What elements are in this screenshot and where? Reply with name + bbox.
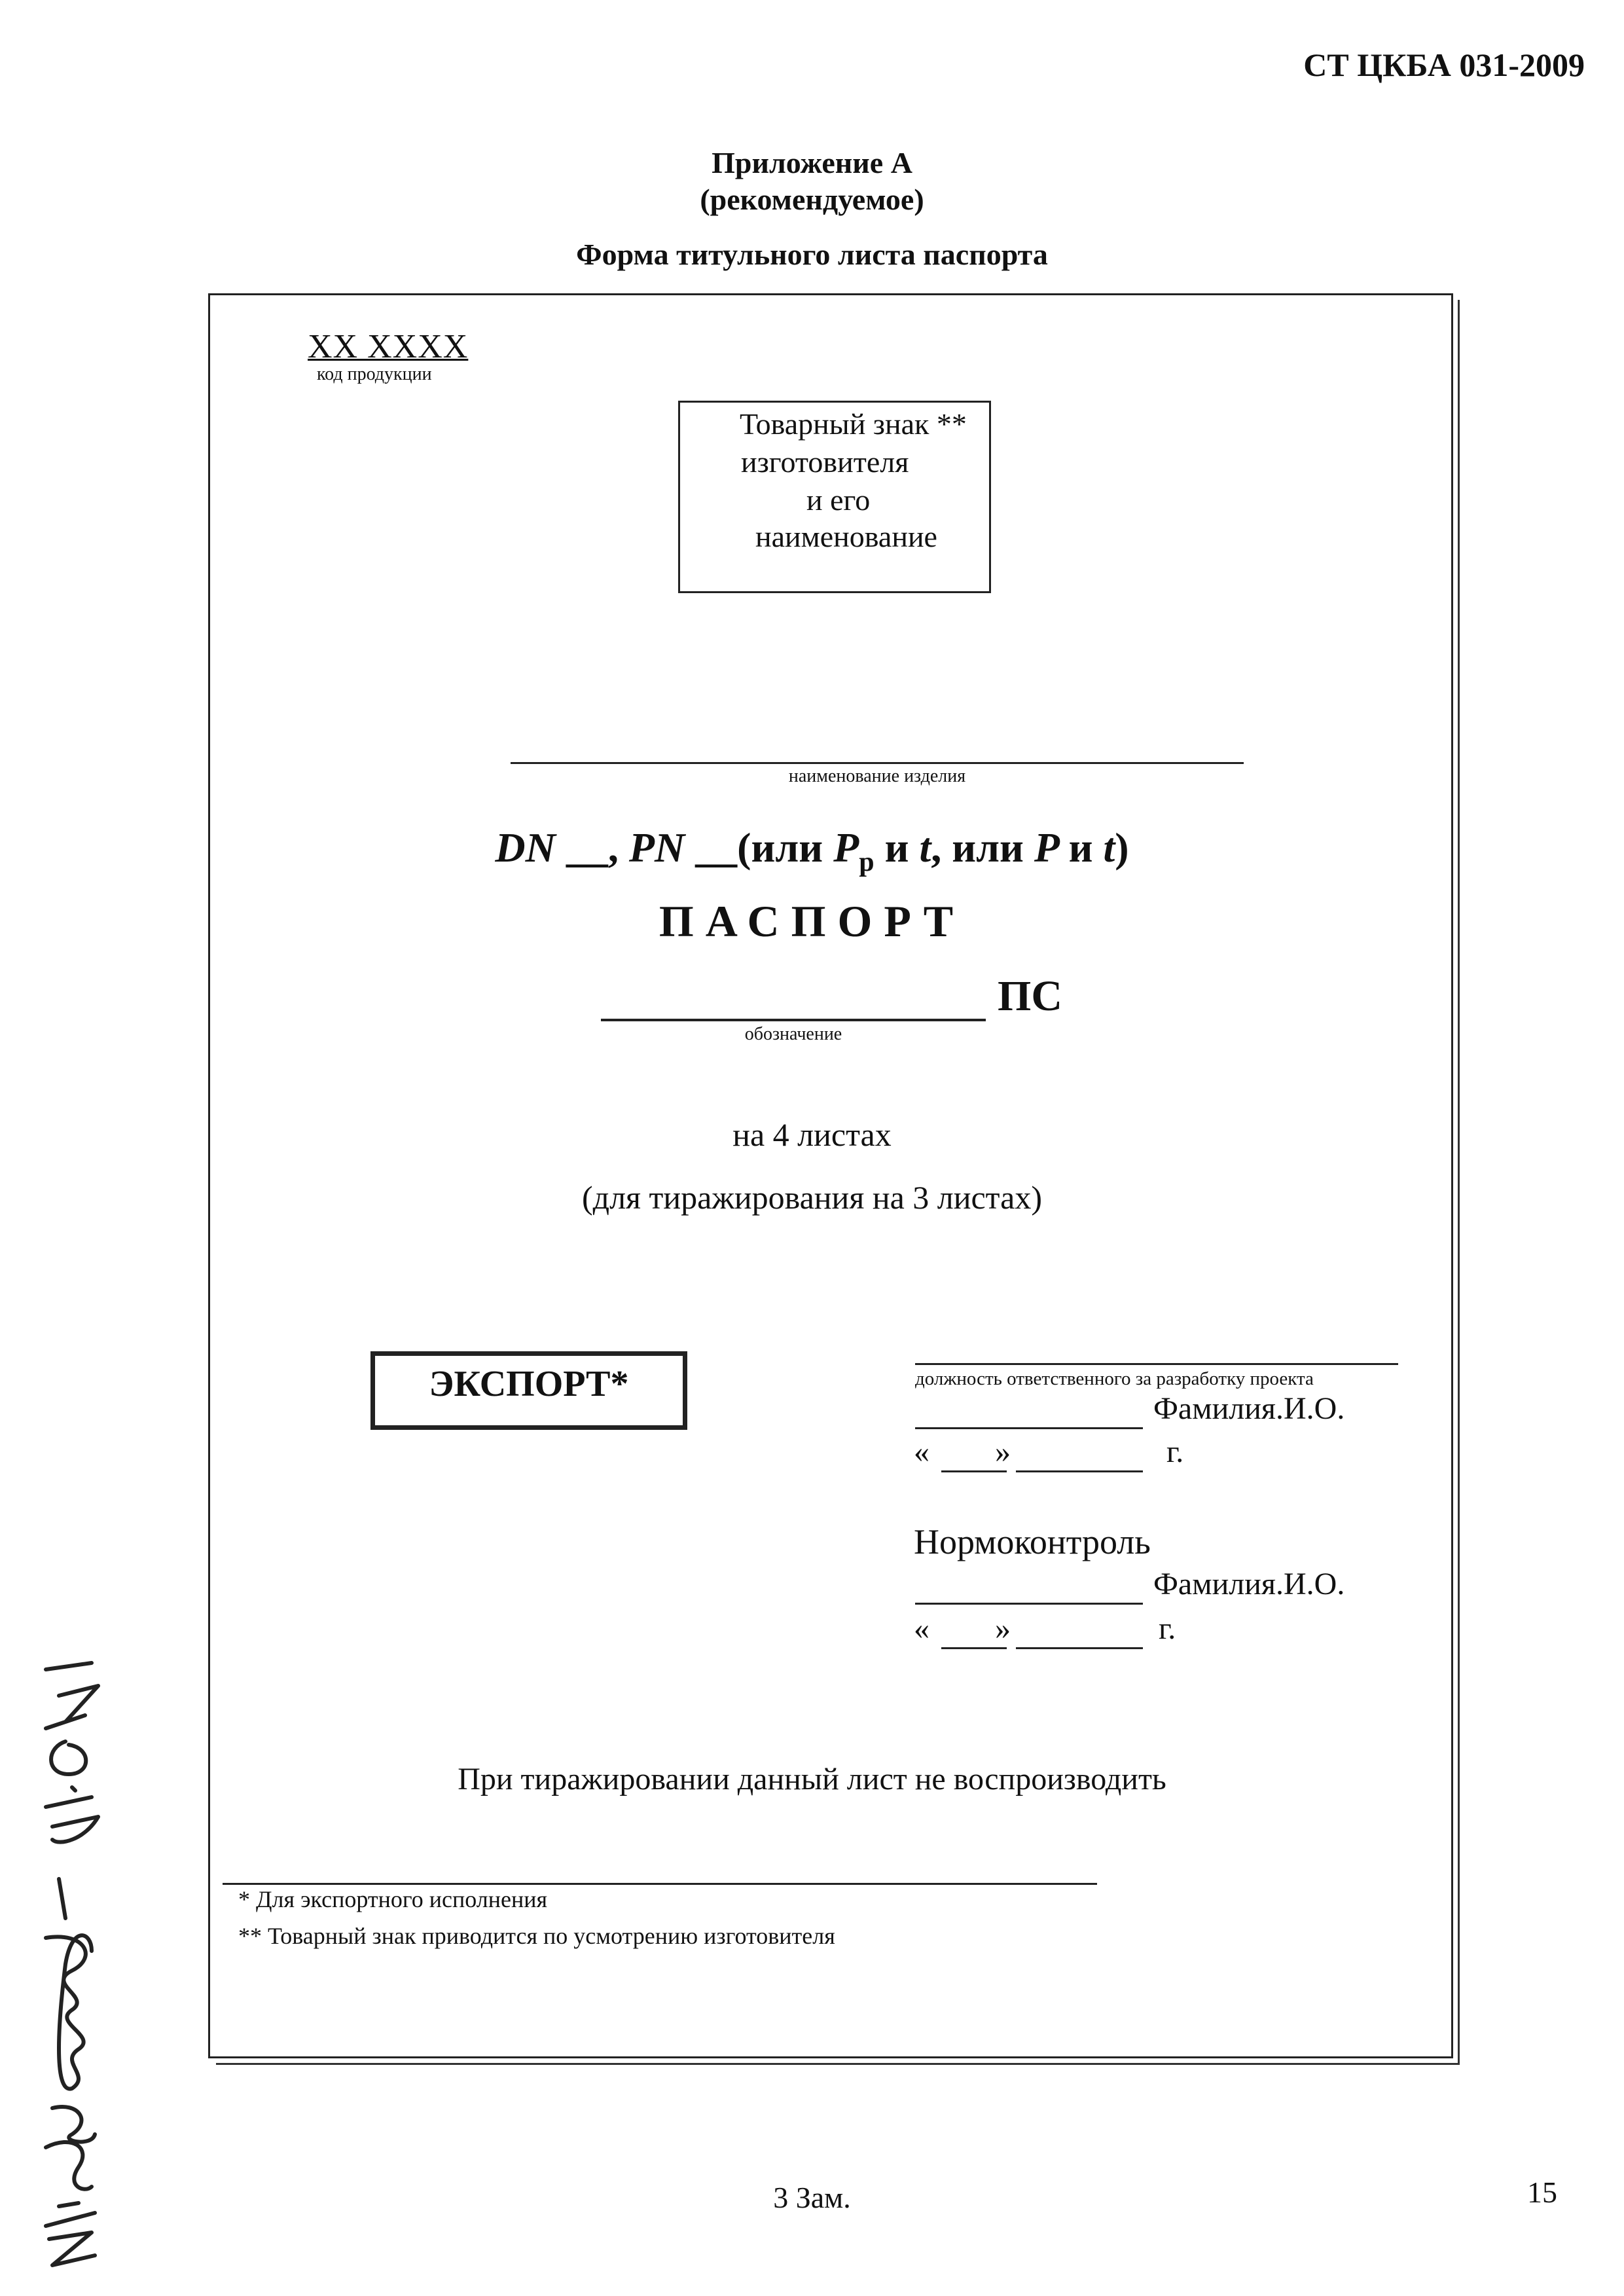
footnote-separator — [223, 1883, 1097, 1885]
form-title: Форма титульного листа паспорта — [576, 238, 1048, 271]
p-symbol-2: P — [1034, 824, 1058, 871]
dn-pn-line: DN __, PN __(или $P_р$ и t, или P и t) — [495, 824, 1129, 877]
sheets-count: на 4 листах — [732, 1116, 892, 1153]
normcontrol-month-line — [1016, 1647, 1143, 1649]
normcontrol-year-suffix: г. — [1159, 1611, 1176, 1646]
position-line — [915, 1363, 1398, 1365]
trademark-line-4: наименование — [755, 520, 937, 553]
export-label: ЭКСПОРТ* — [429, 1364, 629, 1404]
passport-title: ПАСПОРТ — [659, 896, 965, 946]
footnote-1: * Для экспортного исполнения — [238, 1886, 548, 1912]
position-caption: должность ответственного за разработку проекта — [915, 1368, 1314, 1389]
normcontrol-label: Нормоконтроль — [914, 1522, 1151, 1561]
developer-month-line — [1016, 1470, 1143, 1472]
developer-name: Фамилия.И.О. — [1153, 1391, 1345, 1426]
product-name-line — [511, 762, 1244, 764]
and-text-2: и — [1068, 824, 1093, 871]
appendix-type: (рекомендуемое) — [700, 183, 924, 216]
designation-line — [601, 1019, 986, 1021]
t-symbol-2: t — [1103, 824, 1115, 871]
developer-day-line — [941, 1470, 1007, 1472]
t-symbol-1: t — [919, 824, 931, 871]
normcontrol-signature-line — [915, 1603, 1143, 1605]
developer-date-quote-open: « — [914, 1434, 929, 1469]
pn-label: PN — [628, 824, 685, 871]
ps-label: ПС — [998, 972, 1062, 1020]
normcontrol-day-line — [941, 1647, 1007, 1649]
trademark-line-3: и его — [806, 483, 871, 517]
product-name-caption: наименование изделия — [788, 766, 966, 786]
handwritten-signature — [20, 1650, 118, 2278]
designation-caption: обозначение — [744, 1024, 842, 1044]
normcontrol-date-quote-open: « — [914, 1611, 929, 1646]
normcontrol-date-quote-close: » — [995, 1611, 1011, 1646]
page-number: 15 — [1527, 2176, 1557, 2209]
developer-date-quote-close: » — [995, 1434, 1011, 1469]
appendix-title: Приложение А — [712, 146, 912, 179]
dn-label: DN — [495, 824, 556, 871]
document-code: СТ ЦКБА 031-2009 — [1303, 46, 1585, 83]
trademark-line-1: Товарный знак ** — [740, 407, 967, 441]
product-code-caption: код продукции — [317, 364, 432, 384]
footnote-2: ** Товарный знак приводится по усмотрению изготовителя — [238, 1923, 835, 1949]
p-subscript: р — [859, 847, 875, 877]
trademark-line-2: изготовителя — [741, 445, 909, 479]
change-note: 3 Зам. — [773, 2181, 851, 2214]
and-text-1: и — [884, 824, 909, 871]
replication-note: При тиражировании данный лист не воспроизводить — [458, 1762, 1166, 1796]
close-paren: ) — [1115, 824, 1129, 871]
developer-signature-line — [915, 1427, 1143, 1429]
p-symbol: P — [833, 824, 859, 871]
or2-text: , или — [931, 824, 1024, 871]
normcontrol-name: Фамилия.И.О. — [1153, 1567, 1345, 1601]
or-text: (или — [737, 824, 823, 871]
sheets-replication: (для тиражирования на 3 листах) — [582, 1179, 1042, 1216]
developer-year-suffix: г. — [1166, 1434, 1184, 1469]
product-code: XX XXXX — [308, 328, 469, 365]
